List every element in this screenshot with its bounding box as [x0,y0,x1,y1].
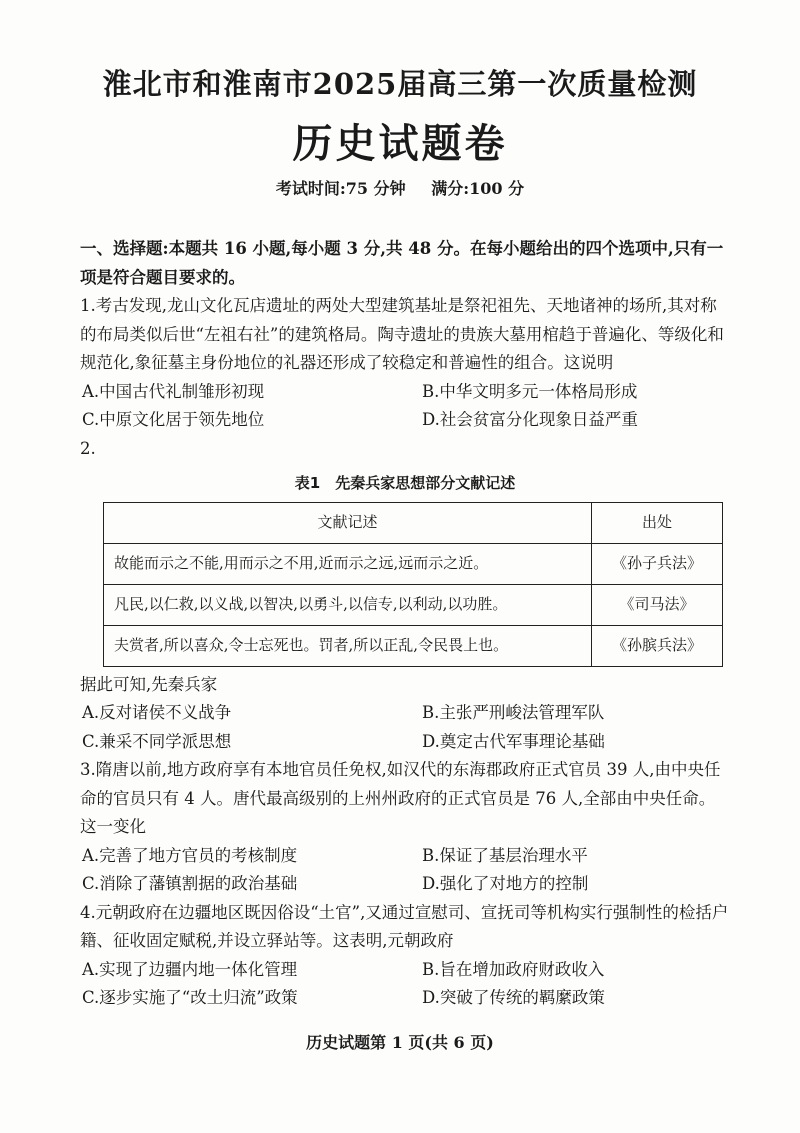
full-score: 满分:100 分 [431,179,525,198]
question-text: 元朝政府在边疆地区既因俗设“土官”,又通过宣慰司、宣抚司等机构实行强制性的检括户籍、征收固定赋税,并设立驿站等。这表明,元朝政府 [80,902,729,950]
question-stem [80,756,730,842]
option-c: C.兼采不同学派思想 [82,731,232,751]
subject-title: 历史试题卷 [292,120,508,167]
option-list [80,378,730,435]
table-cell-source: 《孙子兵法》 [592,543,723,584]
question-content [80,235,730,1013]
exam-title: 淮北市和淮南市2025届高三第一次质量检测 [102,67,698,101]
exam-info [0,176,800,199]
exam-time: 考试时间:75 分钟 [275,179,406,198]
page-footer: 历史试题第 1 页(共 6 页) [306,1033,494,1052]
option-list [80,842,730,899]
question-2 [80,435,730,757]
table-cell-text: 夫赏者,所以喜众,令士忘死也。罚者,所以正乱,令民畏上也。 [104,625,592,666]
question-number: 4. [80,902,96,922]
literature-table [103,502,723,667]
option-list [80,699,730,756]
table-cell-text: 凡民,以仁救,以义战,以智决,以勇斗,以信专,以利动,以功胜。 [104,584,592,625]
option-b: B.旨在增加政府财政收入 [422,959,605,979]
table-row [104,625,723,666]
option-c: C.逐步实施了“改土归流”政策 [82,988,298,1007]
question-1 [80,292,730,435]
option-a: A.中国古代礼制雏形初现 [82,381,265,401]
table-row [104,584,723,625]
table-cell-source: 《司马法》 [592,584,723,625]
question-number: 1. [80,296,96,315]
table-cell-text: 故能而示之不能,用而示之不用,近而示之远,远而示之近。 [104,543,592,584]
question-4 [80,899,730,1013]
question-text: 考古发现,龙山文化瓦店遗址的两处大型建筑基址是祭祀祖先、天地诸神的场所,其对称的布局类似后世“左祖右社”的建筑格局。陶寺遗址的贵族大墓用棺趋于普遍化、等级化和规范化,象征墓主身份地位的礼器还形成了较稳定和普遍性的组合。这说明 [80,296,724,372]
table-header-row [104,502,723,543]
option-d: D.奠定古代军事理论基础 [422,731,605,751]
question-text: 据此可知,先秦兵家 [80,674,218,694]
option-c: C.中原文化居于领先地位 [82,410,265,429]
table-header-cell: 出处 [592,502,723,543]
option-a: A.完善了地方官员的考核制度 [82,845,298,865]
option-d: D.强化了对地方的控制 [422,874,589,893]
option-b: B.保证了基层治理水平 [422,845,588,865]
section-heading: 一、选择题:本题共 16 小题,每小题 3 分,共 48 分。在每小题给出的四个选项中,只有一项是符合题目要求的。 [80,239,724,287]
question-3 [80,756,730,899]
table-cell-source: 《孙膑兵法》 [592,625,723,666]
question-number: 3. [80,760,96,779]
option-a: A.反对诸侯不义战争 [82,703,232,722]
option-b: B.中华文明多元一体格局形成 [422,381,638,401]
question-stem [80,292,730,378]
table-header-cell: 文献记述 [104,502,592,543]
option-list [80,956,730,1013]
option-b: B.主张严刑峻法管理军队 [422,703,605,722]
question-text: 隋唐以前,地方政府享有本地官员任免权,如汉代的东海郡政府正式官员 39 人,由中央任命的官员只有 4 人。唐代最高级别的上州州政府的正式官员是 76 人,全部由中央任命。这一变化 [80,760,721,836]
option-d: D.突破了传统的羁縻政策 [422,988,605,1007]
option-d: D.社会贫富分化现象日益严重 [422,410,638,429]
table-row [104,543,723,584]
option-a: A.实现了边疆内地一体化管理 [82,959,298,979]
question-stem [80,899,730,956]
question-number: 2. [80,438,96,458]
table-caption: 表1 先秦兵家思想部分文献记述 [294,474,516,492]
option-c: C.消除了藩镇割据的政治基础 [82,874,298,893]
